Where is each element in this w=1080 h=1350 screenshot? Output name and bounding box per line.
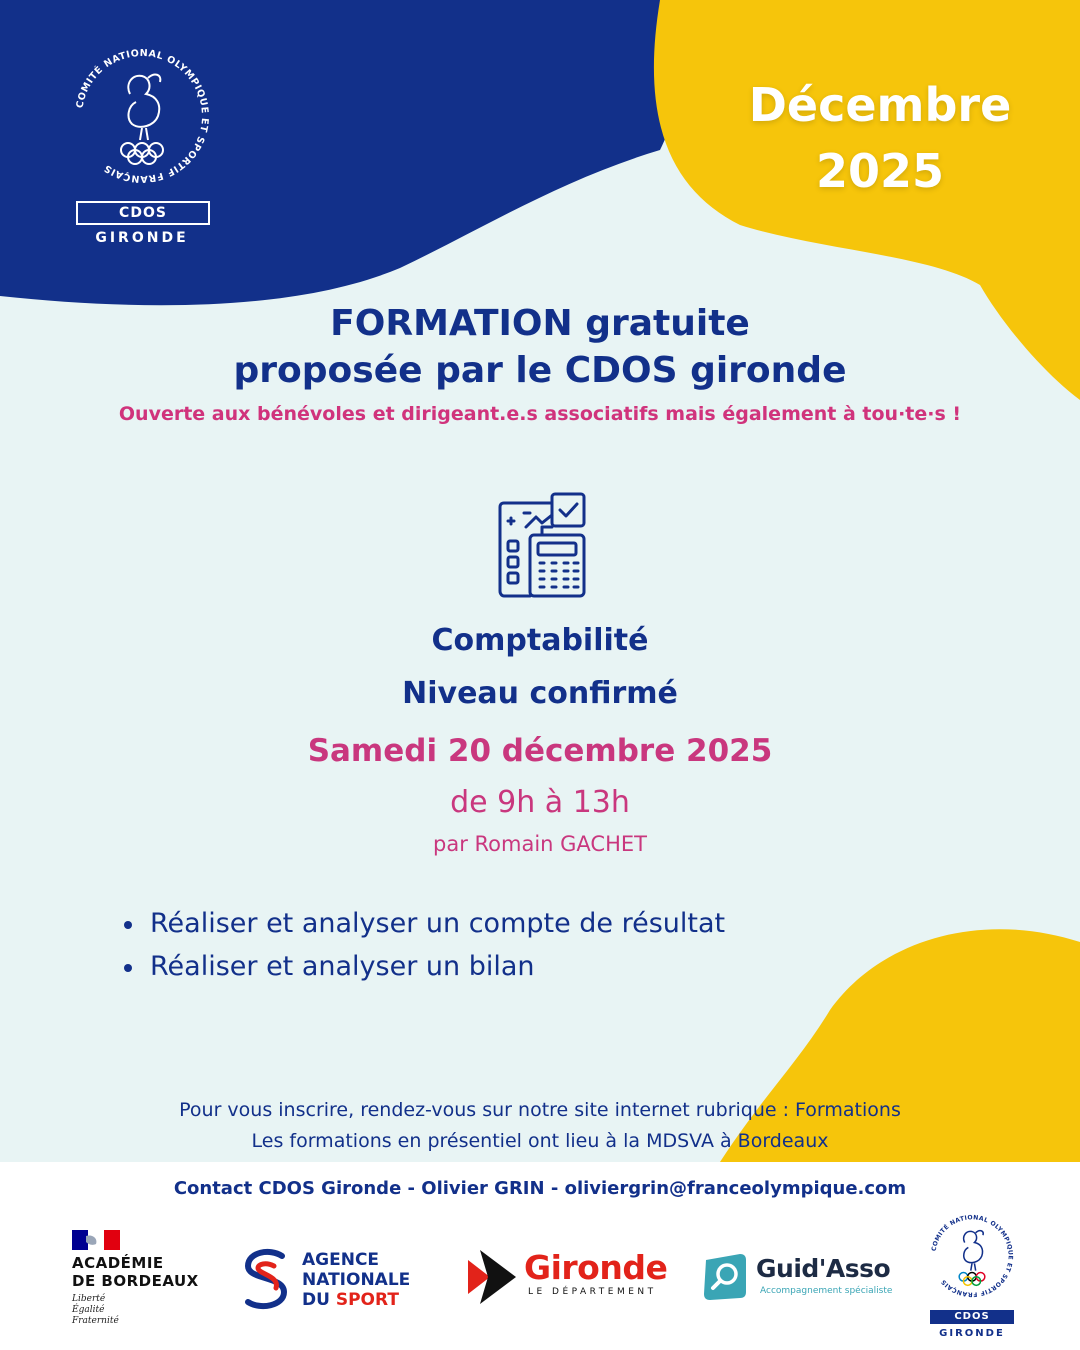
bullet-icon — [124, 964, 132, 972]
gironde-word: Gironde — [524, 1248, 668, 1287]
olympic-rooster-emblem-icon — [70, 44, 214, 188]
partner-cdos-gironde — [922, 1212, 1022, 1342]
objectives-list — [120, 902, 920, 988]
objective-item — [120, 902, 920, 945]
ans-line-3-sport: SPORT — [335, 1290, 399, 1310]
partner-academie-bordeaux — [62, 1222, 212, 1340]
title-line-2: proposée par le CDOS gironde — [233, 350, 847, 391]
republic-motto — [72, 1294, 119, 1327]
motto-fraternite: Fraternité — [72, 1316, 119, 1326]
objective-text: Réaliser et analyser un bilan — [150, 951, 535, 982]
svg-text:COMITÉ NATIONAL OLYMPIQUE ET S — [931, 1214, 1014, 1297]
olympic-rooster-emblem-icon — [928, 1212, 1016, 1300]
logo-region-label: GIRONDE — [95, 230, 189, 246]
month-name: Décembre — [748, 78, 1012, 132]
objective-text: Réaliser et analyser un compte de résultat — [150, 908, 726, 939]
contact-line: Contact CDOS Gironde - Olivier GRIN - oliviergrin@franceolympique.com — [173, 1178, 907, 1199]
audience-text: Ouverte aux bénévoles et dirigeant.e.s associatifs mais également à tou·te·s ! — [118, 403, 962, 425]
objective-item — [120, 945, 920, 988]
month-year: 2025 — [815, 144, 945, 198]
registration-line: Pour vous inscrire, rendez-vous sur notre site internet rubrique : Formations — [179, 1099, 901, 1121]
partner-agence-nationale-sport — [240, 1248, 430, 1314]
month-heading — [720, 72, 1040, 204]
course-heading — [0, 614, 1080, 720]
guidasso-magnifier-icon — [700, 1252, 748, 1302]
partner-gironde-departement — [466, 1248, 676, 1308]
logo-cdos-label: CDOS — [76, 201, 210, 225]
guidasso-word: Guid'Asso — [756, 1254, 891, 1283]
course-level: Niveau confirmé — [402, 676, 678, 711]
bullet-icon — [124, 921, 132, 929]
footer-logo-ring-text: COMITÉ NATIONAL OLYMPIQUE ET SPORTIF FRANÇAIS — [930, 1214, 1014, 1298]
course-trainer: par Romain GACHET — [433, 832, 647, 856]
ans-name — [302, 1250, 410, 1310]
registration-info — [0, 1095, 1080, 1157]
ans-line-3 — [302, 1290, 410, 1310]
logo-ring-text: COMITÉ NATIONAL OLYMPIQUE ET SPORTIF FRANÇAIS — [74, 47, 211, 185]
footer-logo-region-label: GIRONDE — [939, 1328, 1005, 1339]
academie-line-1: ACADÉMIE — [72, 1254, 164, 1272]
guidasso-subtitle: Accompagnement spécialiste — [760, 1286, 893, 1296]
accounting-calculator-icon — [496, 491, 588, 601]
footer-logo-cdos-label: CDOS — [930, 1310, 1014, 1324]
ans-line-3-prefix: DU — [302, 1290, 336, 1310]
svg-text:COMITÉ NATIONAL OLYMPIQUE ET S — [74, 48, 210, 184]
title-line-1: FORMATION gratuite — [330, 303, 750, 344]
ans-logo-icon — [240, 1248, 294, 1312]
partner-guidasso — [700, 1250, 893, 1306]
location-line: Les formations en présentiel ont lieu à la MDSVA à Bordeaux — [251, 1130, 829, 1152]
ans-line-2: NATIONALE — [302, 1270, 411, 1290]
academie-line-2: DE BORDEAUX — [72, 1272, 199, 1290]
page-title — [0, 300, 1080, 394]
motto-egalite: Égalité — [72, 1305, 105, 1315]
course-name: Comptabilité — [431, 623, 649, 658]
motto-liberte: Liberté — [72, 1294, 106, 1304]
gironde-arrow-icon — [466, 1248, 522, 1306]
academie-name — [72, 1254, 199, 1290]
cdos-logo — [62, 44, 222, 254]
ans-line-1: AGENCE — [302, 1250, 380, 1270]
course-hours: de 9h à 13h — [450, 785, 630, 820]
marianne-flag-icon — [72, 1230, 120, 1250]
gironde-subtitle: LE DÉPARTEMENT — [528, 1287, 657, 1297]
course-date: Samedi 20 décembre 2025 — [307, 733, 773, 769]
